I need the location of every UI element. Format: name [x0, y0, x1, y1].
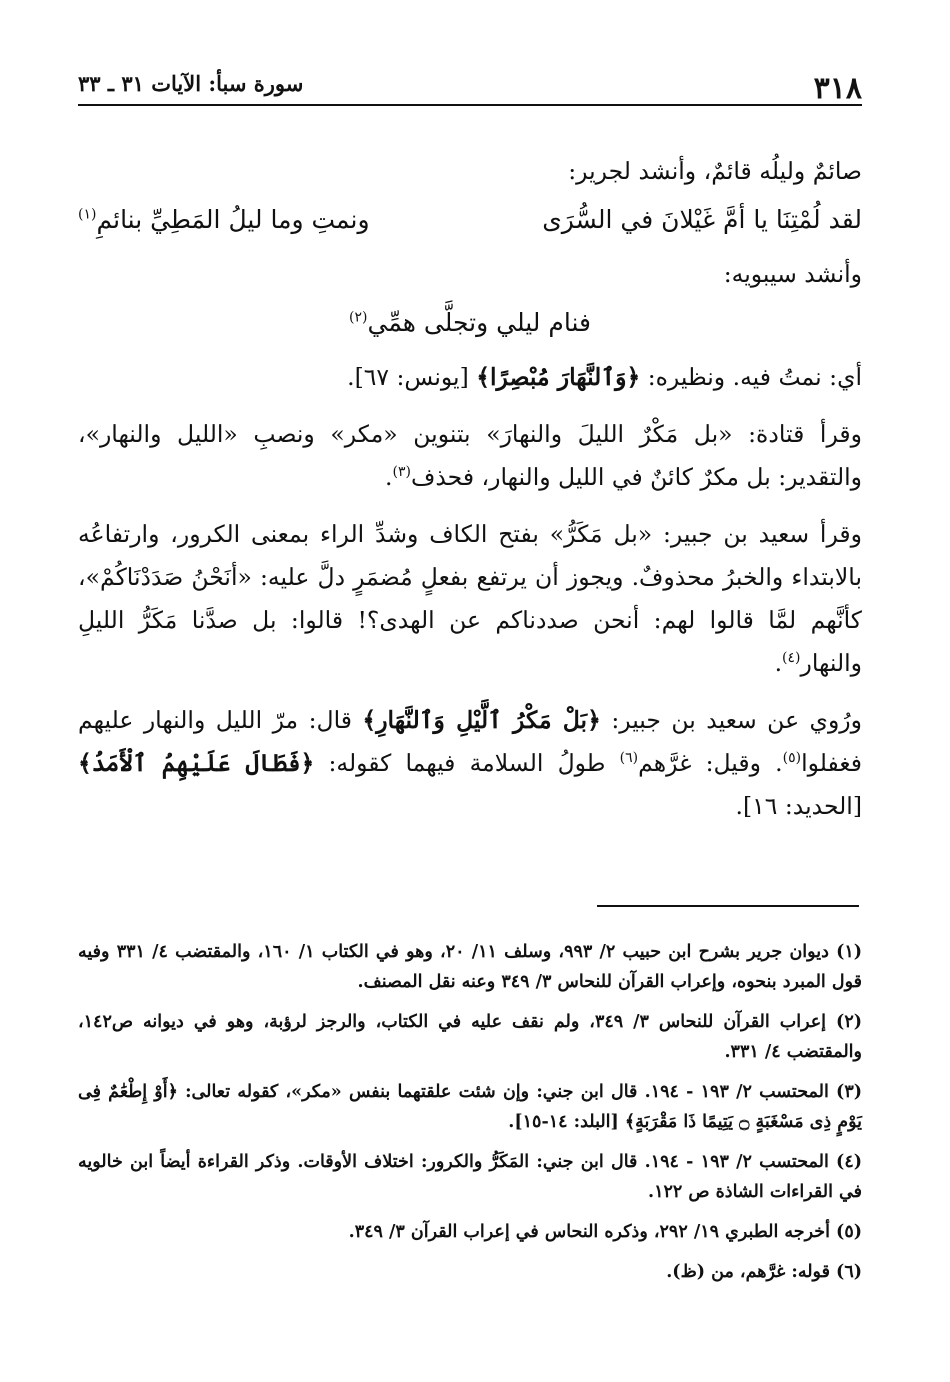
footnote-ref: (٢) — [349, 309, 368, 326]
paragraph: وقرأ سعيد بن جبير: «بل مَكَرُّ» بفتح الكاف وشدِّ الراء بمعنى الكرور، وارتفاعُه بالابتداء والخبرُ محذوفٌ. ويجوز أن يرتفع بفعلٍ مُضمَرٍ دلَّ عليه: «أنَحْنُ صَدَدْنَاكُمْ»، كأنَّهم لمَّا قالوا لهم: أنحن صددناكم عن الهدى؟! قالوا: بل صدَّنا مَكَرُّ الليلِ والنهار$^{(٤)}$. — [78, 520, 862, 677]
verse-line: فنام ليلي وتجلَّى همِّي$^{(٢)}$ — [349, 308, 591, 337]
paragraph: أي: نمتُ فيه. ونظيره: ﴿وَٱلنَّهَارَ مُبْصِرًا﴾ [يونس: ٦٧]. — [347, 363, 862, 391]
paragraph: صائمٌ وليلُه قائمٌ، وأنشد لجرير: — [568, 157, 862, 185]
quran-quote: ﴿بَلْ مَكْرُ ٱلَّيْلِ وَٱلنَّهَارِ﴾ — [362, 706, 601, 734]
footnote-item: (١) ديوان جرير بشرح ابن حبيب ٢/ ٩٩٣، وسلف ١١/ ٢٠، وهو في الكتاب ١/ ١٦٠، والمقتضب ٤/ ٣٣١ وفيه قول المبرد بنحوه، وإعراب القرآن للنحاس ٣/ ٣٤٩ وعنه نقل المصنف. — [78, 942, 863, 992]
paragraph: وقرأ قتادة: «بل مَكْرٌ الليلَ والنهارَ» بتنوين «مكر» ونصبِ «الليل والنهار»، والتقدير: بل مكرٌ كائنٌ في الليل والنهار، فحذف$^{(٣)}$. — [78, 420, 862, 491]
footnote-item: (٤) المحتسب ٢/ ١٩٣ - ١٩٤. قال ابن جني: المَكَرُّ والكرور: اختلاف الأوقات. وذكر القراءة أيضاً ابن خالويه في القراءات الشاذة ص ١٢٢. — [78, 1152, 863, 1202]
footnote-divider — [597, 905, 859, 907]
poetry-verse — [78, 300, 862, 346]
verse-hemistich-first: لقد لُمْتِنَا يا أمَّ غَيْلانَ في السُّرَى — [542, 205, 862, 234]
footnote-ref: (٣) — [392, 464, 411, 481]
footnote-item: (٦) قوله: غرَّهم، من (ظ). — [666, 1262, 862, 1282]
footnote-item: (٥) أخرجه الطبري ١٩/ ٢٩٢، وذكره النحاس في إعراب القرآن ٣/ ٣٤٩. — [348, 1222, 862, 1242]
poetry-verse — [78, 197, 862, 243]
header-divider — [78, 104, 862, 106]
footnote-ref: (٦) — [619, 750, 639, 767]
footnote-ref: (٥) — [782, 750, 802, 767]
footnote-ref: (١) — [78, 206, 97, 223]
quran-quote: ﴿فَطَالَ عَلَيْهِمُ ٱلْأَمَدُ﴾ — [78, 749, 315, 777]
footnote-item: (٢) إعراب القرآن للنحاس ٣/ ٣٤٩، ولم نقف عليه في الكتاب، والرجز لرؤبة، وهو في ديوانه ص١٤٢، والمقتضب ٤/ ٣٣١. — [78, 1012, 862, 1062]
footnotes — [78, 937, 862, 1297]
paragraph: وأنشد سيبويه: — [723, 260, 862, 288]
page-header — [78, 60, 862, 106]
main-text — [78, 150, 862, 842]
footnote-item: (٣) المحتسب ٢/ ١٩٣ - ١٩٤. قال ابن جني: وإن شئت علقتهما بنفس «مكر»، كقوله تعالى: ﴿أَوْ إِطْعَٰمٌ فِى يَوْمٍ ذِى مَسْغَبَةٍ ۝ يَتِيمًا ذَا مَقْرَبَةٍ﴾ [البلد: ١٤-١٥]. — [78, 1082, 862, 1132]
running-title: سورة سبأ: الآيات ٣١ ـ ٣٣ — [78, 71, 304, 96]
paragraph: ورُوي عن سعيد بن جبير: ﴿بَلْ مَكْرُ ٱلَّيْلِ وَٱلنَّهَارِ﴾ قال: مرّ الليل والنهار عليهم فغفلوا$^{(٥)}$. وقيل: غرَّهم$^{(٦)}$ طولُ السلامة فيهما كقوله: ﴿فَطَالَ عَلَيْهِمُ ٱلْأَمَدُ﴾ [الحديد: ١٦]. — [78, 706, 862, 820]
footnote-ref: (٤) — [782, 650, 801, 667]
page-number: ٣١٨ — [813, 71, 862, 106]
quran-quote: ﴿وَٱلنَّهَارَ مُبْصِرًا﴾ — [476, 363, 641, 391]
verse-hemistich-second: ونمتِ وما ليلُ المَطِيِّ بنائمِ$^{(١)}$ — [78, 205, 370, 234]
